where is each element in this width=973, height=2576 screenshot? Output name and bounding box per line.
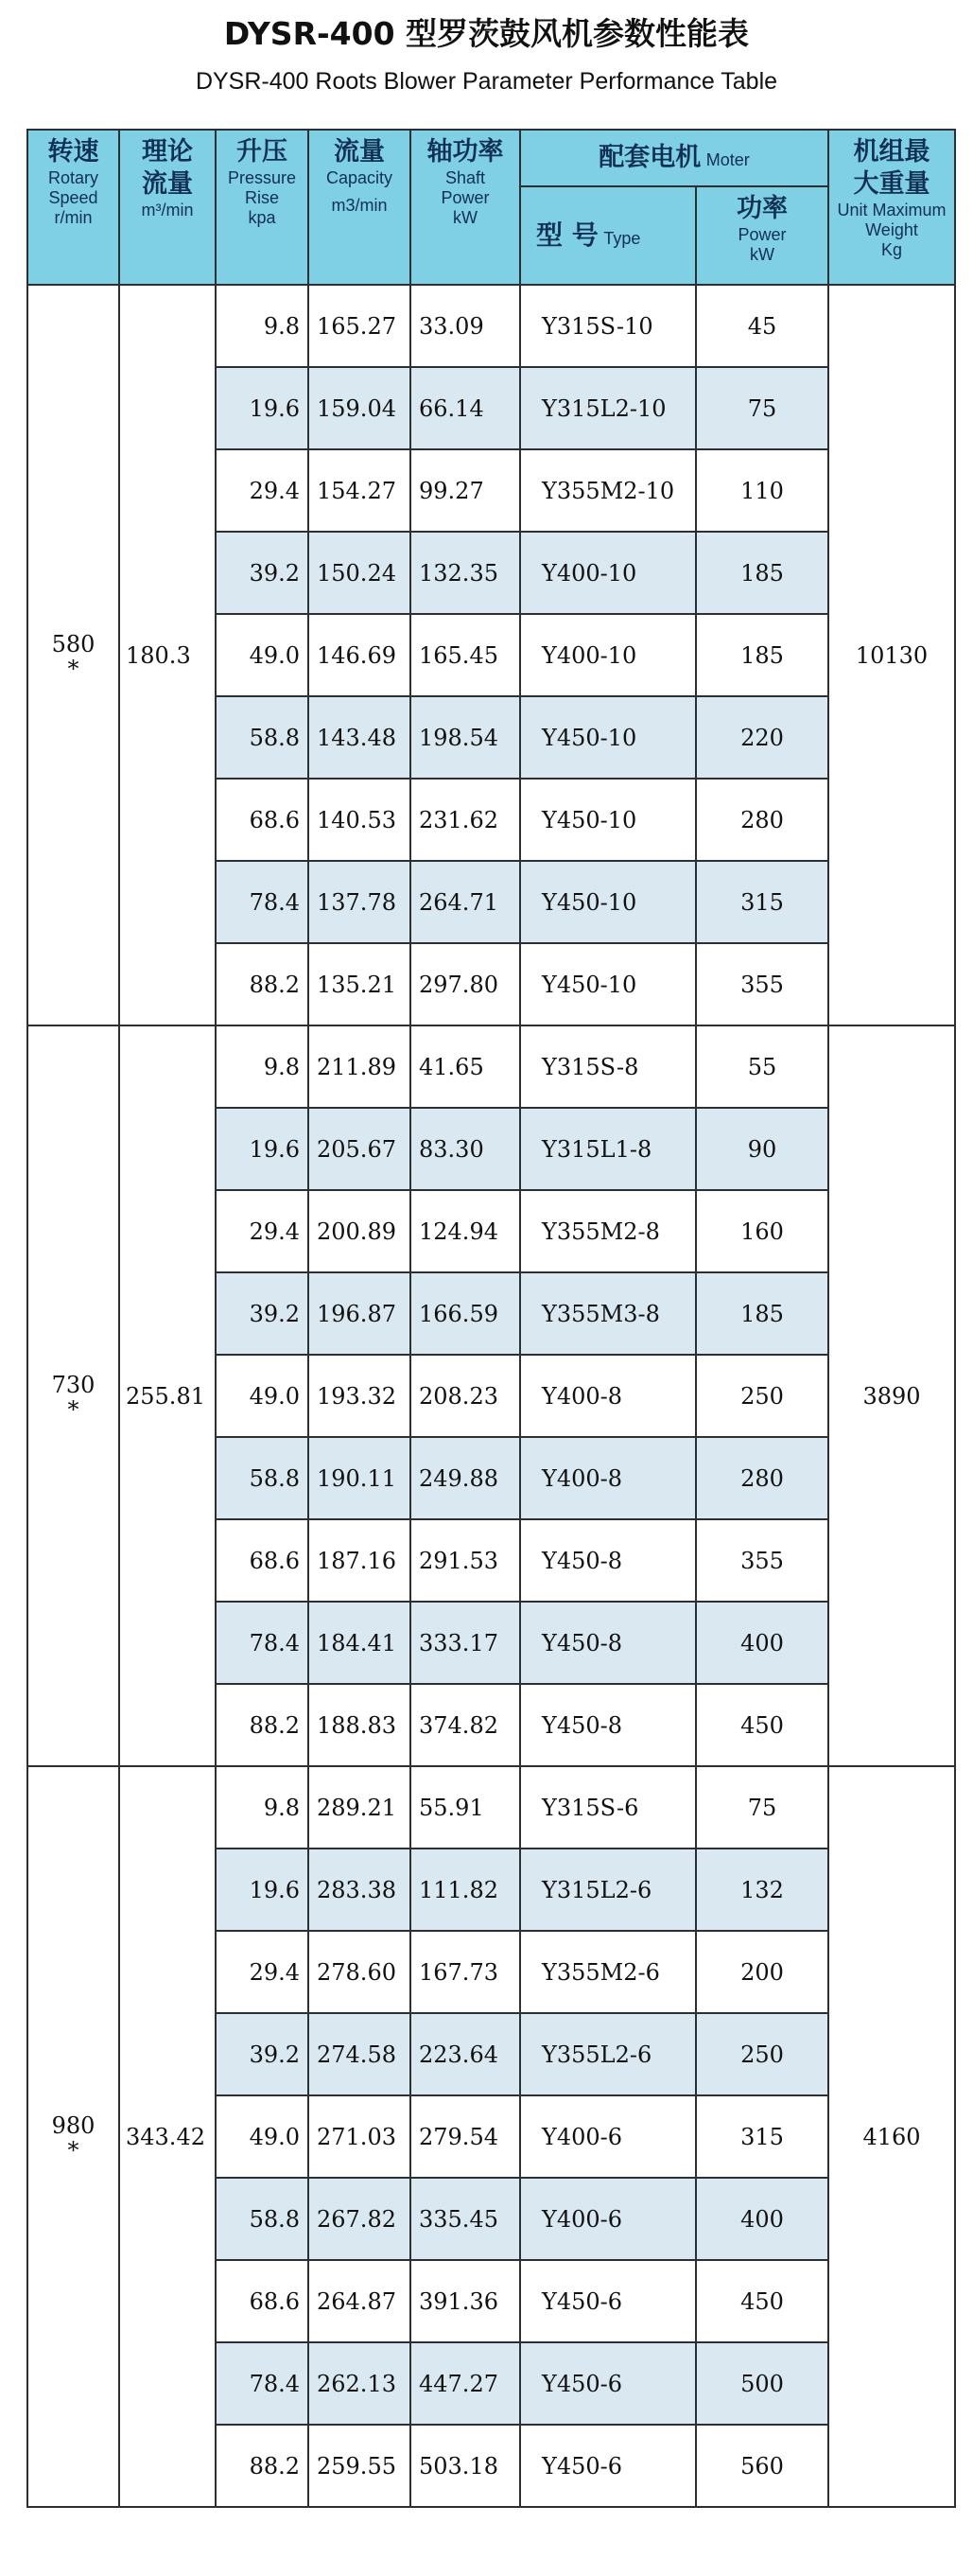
motor-type-cell: Y355M3-8 (520, 1272, 696, 1355)
col-header-motor-power: 功率 Power kW (696, 186, 828, 285)
pressure-cell: 49.0 (216, 2095, 308, 2178)
capacity-cell: 188.83 (308, 1684, 410, 1766)
motor-power-cell: 250 (696, 2013, 828, 2095)
page-title-en: DYSR-400 Roots Blower Parameter Performance Table (195, 68, 778, 95)
capacity-cell: 187.16 (308, 1519, 410, 1602)
motor-power-cell: 185 (696, 1272, 828, 1355)
shaft-power-cell: 447.27 (410, 2342, 520, 2425)
capacity-cell: 193.32 (308, 1355, 410, 1437)
capacity-cell: 200.89 (308, 1190, 410, 1272)
shaft-power-cell: 391.36 (410, 2260, 520, 2342)
shaft-power-cell: 249.88 (410, 1437, 520, 1519)
capacity-cell: 150.24 (308, 532, 410, 614)
parameter-table (26, 129, 956, 2508)
speed-value: 980 (51, 2112, 96, 2139)
motor-type-cell: Y450-6 (520, 2260, 696, 2342)
motor-power-cell: 450 (696, 1684, 828, 1766)
shaft-power-cell: 335.45 (410, 2178, 520, 2260)
capacity-cell: 184.41 (308, 1602, 410, 1684)
weight-cell: 4160 (828, 1766, 955, 2507)
motor-type-cell: Y355M2-6 (520, 1931, 696, 2013)
motor-power-cell: 200 (696, 1931, 828, 2013)
motor-type-cell: Y450-6 (520, 2425, 696, 2507)
pressure-cell: 29.4 (216, 449, 308, 532)
motor-type-cell: Y450-10 (520, 943, 696, 1025)
pressure-cell: 19.6 (216, 1849, 308, 1931)
motor-type-cell: Y355M2-10 (520, 449, 696, 532)
motor-type-cell: Y315L2-6 (520, 1849, 696, 1931)
theory-flow-cell: 343.42 (119, 1766, 216, 2507)
col-header-speed: 转速 Rotary Speed r/min (27, 130, 119, 285)
motor-type-cell: Y315L1-8 (520, 1108, 696, 1190)
motor-power-cell: 355 (696, 943, 828, 1025)
shaft-power-cell: 55.91 (410, 1766, 520, 1849)
pressure-cell: 88.2 (216, 943, 308, 1025)
capacity-cell: 289.21 (308, 1766, 410, 1849)
theory-flow-cell: 255.81 (119, 1025, 216, 1766)
capacity-cell: 278.60 (308, 1931, 410, 2013)
pressure-cell: 88.2 (216, 1684, 308, 1766)
motor-power-cell: 315 (696, 861, 828, 943)
pressure-cell: 39.2 (216, 1272, 308, 1355)
shaft-power-cell: 99.27 (410, 449, 520, 532)
col-header-theory-flow: 理论 流量 m³/min (119, 130, 216, 285)
col-header-capacity: 流量 Capacity m3/min (308, 130, 410, 285)
shaft-power-cell: 111.82 (410, 1849, 520, 1931)
capacity-cell: 196.87 (308, 1272, 410, 1355)
motor-power-cell: 185 (696, 532, 828, 614)
motor-power-cell: 400 (696, 1602, 828, 1684)
motor-type-cell: Y400-6 (520, 2095, 696, 2178)
speed-mark: * (67, 2136, 79, 2164)
shaft-power-cell: 124.94 (410, 1190, 520, 1272)
speed-cell (27, 1025, 119, 1766)
motor-power-cell: 250 (696, 1355, 828, 1437)
shaft-power-cell: 132.35 (410, 532, 520, 614)
pressure-cell: 19.6 (216, 367, 308, 449)
motor-power-cell: 500 (696, 2342, 828, 2425)
shaft-power-cell: 374.82 (410, 1684, 520, 1766)
capacity-cell: 211.89 (308, 1025, 410, 1108)
pressure-cell: 9.8 (216, 1025, 308, 1108)
motor-power-cell: 55 (696, 1025, 828, 1108)
speed-mark: * (67, 655, 79, 682)
motor-power-cell: 75 (696, 367, 828, 449)
shaft-power-cell: 297.80 (410, 943, 520, 1025)
col-header-shaft-power: 轴功率 Shaft Power kW (410, 130, 520, 285)
motor-type-cell: Y450-10 (520, 696, 696, 779)
motor-type-cell: Y315L2-10 (520, 367, 696, 449)
capacity-cell: 140.53 (308, 779, 410, 861)
speed-mark: * (67, 1395, 79, 1423)
table-header (27, 130, 955, 285)
capacity-cell: 135.21 (308, 943, 410, 1025)
motor-power-cell: 160 (696, 1190, 828, 1272)
motor-type-cell: Y450-10 (520, 779, 696, 861)
pressure-cell: 39.2 (216, 2013, 308, 2095)
col-header-motor: 配套电机 Moter (520, 130, 828, 186)
col-header-motor-type: 型 号 Type (520, 186, 696, 285)
capacity-cell: 259.55 (308, 2425, 410, 2507)
motor-power-cell: 110 (696, 449, 828, 532)
shaft-power-cell: 503.18 (410, 2425, 520, 2507)
motor-type-cell: Y315S-10 (520, 285, 696, 367)
capacity-cell: 190.11 (308, 1437, 410, 1519)
capacity-cell: 165.27 (308, 285, 410, 367)
motor-type-cell: Y450-8 (520, 1519, 696, 1602)
pressure-cell: 29.4 (216, 1931, 308, 2013)
motor-power-cell: 560 (696, 2425, 828, 2507)
motor-power-cell: 280 (696, 1437, 828, 1519)
speed-cell (27, 285, 119, 1025)
pressure-cell: 49.0 (216, 1355, 308, 1437)
pressure-cell: 68.6 (216, 779, 308, 861)
col-header-pressure: 升压 Pressure Rise kpa (216, 130, 308, 285)
motor-type-cell: Y450-8 (520, 1602, 696, 1684)
shaft-power-cell: 165.45 (410, 614, 520, 696)
pressure-cell: 49.0 (216, 614, 308, 696)
page-title-cn: DYSR-400 型罗茨鼓风机参数性能表 (223, 15, 750, 52)
motor-power-cell: 75 (696, 1766, 828, 1849)
shaft-power-cell: 41.65 (410, 1025, 520, 1108)
table-row (27, 285, 955, 367)
pressure-cell: 68.6 (216, 2260, 308, 2342)
motor-power-cell: 355 (696, 1519, 828, 1602)
pressure-cell: 19.6 (216, 1108, 308, 1190)
motor-power-cell: 132 (696, 1849, 828, 1931)
shaft-power-cell: 291.53 (410, 1519, 520, 1602)
pressure-cell: 68.6 (216, 1519, 308, 1602)
pressure-cell: 78.4 (216, 2342, 308, 2425)
capacity-cell: 137.78 (308, 861, 410, 943)
capacity-cell: 271.03 (308, 2095, 410, 2178)
motor-power-cell: 45 (696, 285, 828, 367)
speed-value: 580 (51, 630, 96, 657)
motor-power-cell: 90 (696, 1108, 828, 1190)
col-header-weight: 机组最 大重量 Unit Maximum Weight Kg (828, 130, 955, 285)
motor-type-cell: Y450-8 (520, 1684, 696, 1766)
motor-type-cell: Y400-10 (520, 614, 696, 696)
motor-type-cell: Y315S-8 (520, 1025, 696, 1108)
capacity-cell: 159.04 (308, 367, 410, 449)
motor-type-cell: Y315S-6 (520, 1766, 696, 1849)
motor-type-cell: Y355M2-8 (520, 1190, 696, 1272)
motor-type-cell: Y400-6 (520, 2178, 696, 2260)
shaft-power-cell: 167.73 (410, 1931, 520, 2013)
speed-value: 730 (51, 1371, 96, 1398)
table-row (27, 1025, 955, 1108)
pressure-cell: 39.2 (216, 532, 308, 614)
table-row (27, 1766, 955, 1849)
shaft-power-cell: 33.09 (410, 285, 520, 367)
capacity-cell: 267.82 (308, 2178, 410, 2260)
pressure-cell: 88.2 (216, 2425, 308, 2507)
shaft-power-cell: 223.64 (410, 2013, 520, 2095)
pressure-cell: 9.8 (216, 285, 308, 367)
pressure-cell: 29.4 (216, 1190, 308, 1272)
capacity-cell: 262.13 (308, 2342, 410, 2425)
shaft-power-cell: 83.30 (410, 1108, 520, 1190)
shaft-power-cell: 166.59 (410, 1272, 520, 1355)
capacity-cell: 143.48 (308, 696, 410, 779)
theory-flow-cell: 180.3 (119, 285, 216, 1025)
motor-type-cell: Y400-8 (520, 1355, 696, 1437)
capacity-cell: 274.58 (308, 2013, 410, 2095)
motor-type-cell: Y450-6 (520, 2342, 696, 2425)
motor-power-cell: 185 (696, 614, 828, 696)
weight-cell: 3890 (828, 1025, 955, 1766)
pressure-cell: 58.8 (216, 696, 308, 779)
capacity-cell: 283.38 (308, 1849, 410, 1931)
motor-power-cell: 450 (696, 2260, 828, 2342)
speed-cell (27, 1766, 119, 2507)
pressure-cell: 58.8 (216, 2178, 308, 2260)
capacity-cell: 146.69 (308, 614, 410, 696)
shaft-power-cell: 198.54 (410, 696, 520, 779)
motor-type-cell: Y400-10 (520, 532, 696, 614)
shaft-power-cell: 66.14 (410, 367, 520, 449)
pressure-cell: 58.8 (216, 1437, 308, 1519)
motor-power-cell: 220 (696, 696, 828, 779)
motor-power-cell: 400 (696, 2178, 828, 2260)
shaft-power-cell: 264.71 (410, 861, 520, 943)
shaft-power-cell: 231.62 (410, 779, 520, 861)
motor-type-cell: Y450-10 (520, 861, 696, 943)
table-body (27, 285, 955, 2507)
motor-type-cell: Y355L2-6 (520, 2013, 696, 2095)
shaft-power-cell: 333.17 (410, 1602, 520, 1684)
capacity-cell: 154.27 (308, 449, 410, 532)
motor-power-cell: 315 (696, 2095, 828, 2178)
motor-power-cell: 280 (696, 779, 828, 861)
capacity-cell: 264.87 (308, 2260, 410, 2342)
page-header (0, 0, 973, 129)
weight-cell: 10130 (828, 285, 955, 1025)
motor-type-cell: Y400-8 (520, 1437, 696, 1519)
pressure-cell: 78.4 (216, 861, 308, 943)
pressure-cell: 9.8 (216, 1766, 308, 1849)
shaft-power-cell: 208.23 (410, 1355, 520, 1437)
capacity-cell: 205.67 (308, 1108, 410, 1190)
shaft-power-cell: 279.54 (410, 2095, 520, 2178)
pressure-cell: 78.4 (216, 1602, 308, 1684)
